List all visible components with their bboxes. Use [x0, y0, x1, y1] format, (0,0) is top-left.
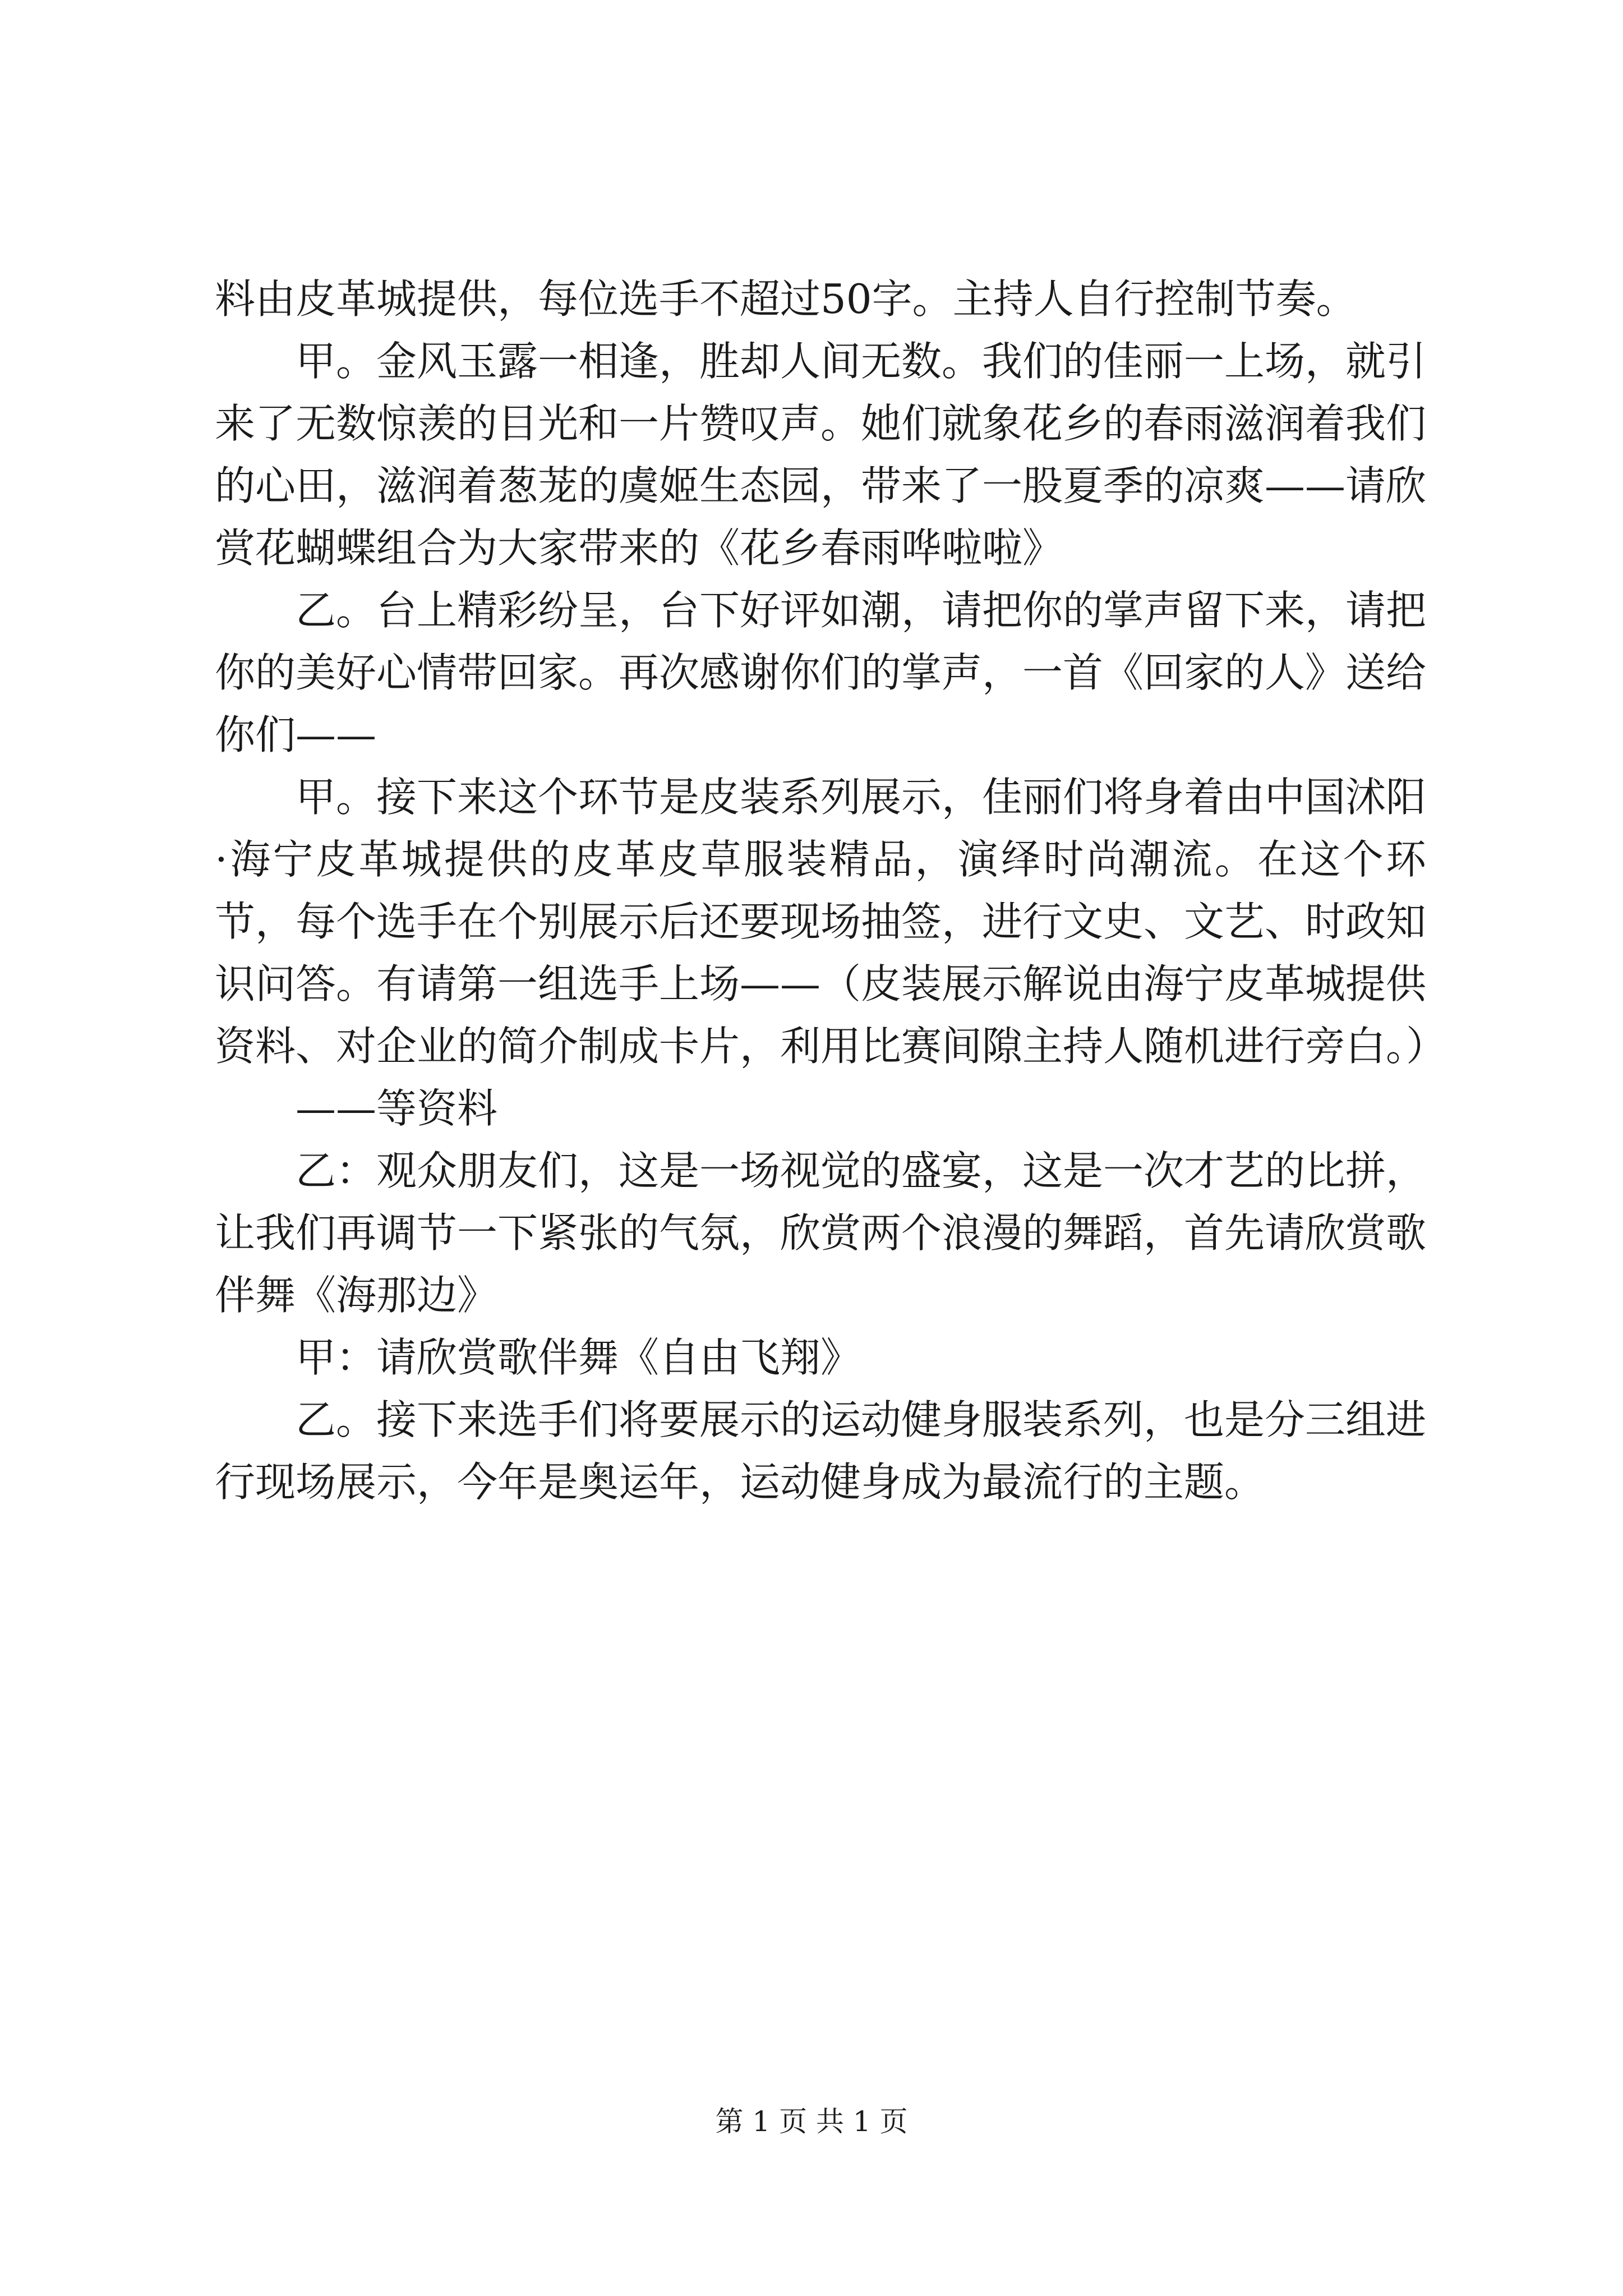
document-body	[215, 268, 1447, 1513]
paragraph-jia-2: 甲。接下来这个环节是皮装系列展示，佳丽们将身着由中国沭阳·海宁皮革城提供的皮革皮草服装精品，演绎时尚潮流。在这个环节，每个选手在个别展示后还要现场抽签，进行文史、文艺、时政知识问答。有请第一组选手上场——（皮装展示解说由海宁皮革城提供资料、对企业的简介制成卡片，利用比赛间隙主持人随机进行旁白。）	[215, 774, 1447, 1070]
paragraph-note: ——等资料	[296, 1085, 498, 1132]
paragraph-yi-2: 乙：观众朋友们，这是一场视觉的盛宴，这是一次才艺的比拼，让我们再调节一下紧张的气氛，欣赏两个浪漫的舞蹈，首先请欣赏歌伴舞《海那边》	[215, 1147, 1427, 1319]
paragraph-continued: 料由皮革城提供，每位选手不超过50字。主持人自行控制节奏。	[215, 275, 1357, 323]
paragraph-yi-1: 乙。台上精彩纷呈，台下好评如潮，请把你的掌声留下来，请把你的美好心情带回家。再次感谢你们的掌声，一首《回家的人》送给你们——	[215, 587, 1427, 758]
paragraph-jia-3: 甲：请欣赏歌伴舞《自由飞翔》	[296, 1334, 861, 1381]
page-footer: 第 1 页 共 1 页	[715, 2105, 908, 2138]
paragraph-jia-1: 甲。金风玉露一相逢，胜却人间无数。我们的佳丽一上场，就引来了无数惊羡的目光和一片赞叹声。她们就象花乡的春雨滋润着我们的心田，滋润着葱茏的虞姬生态园，带来了一股夏季的凉爽——请欣赏花蝴蝶组合为大家带来的《花乡春雨哗啦啦》	[215, 338, 1427, 572]
paragraph-yi-3: 乙。接下来选手们将要展示的运动健身服装系列，也是分三组进行现场展示，今年是奥运年，运动健身成为最流行的主题。	[215, 1396, 1427, 1506]
